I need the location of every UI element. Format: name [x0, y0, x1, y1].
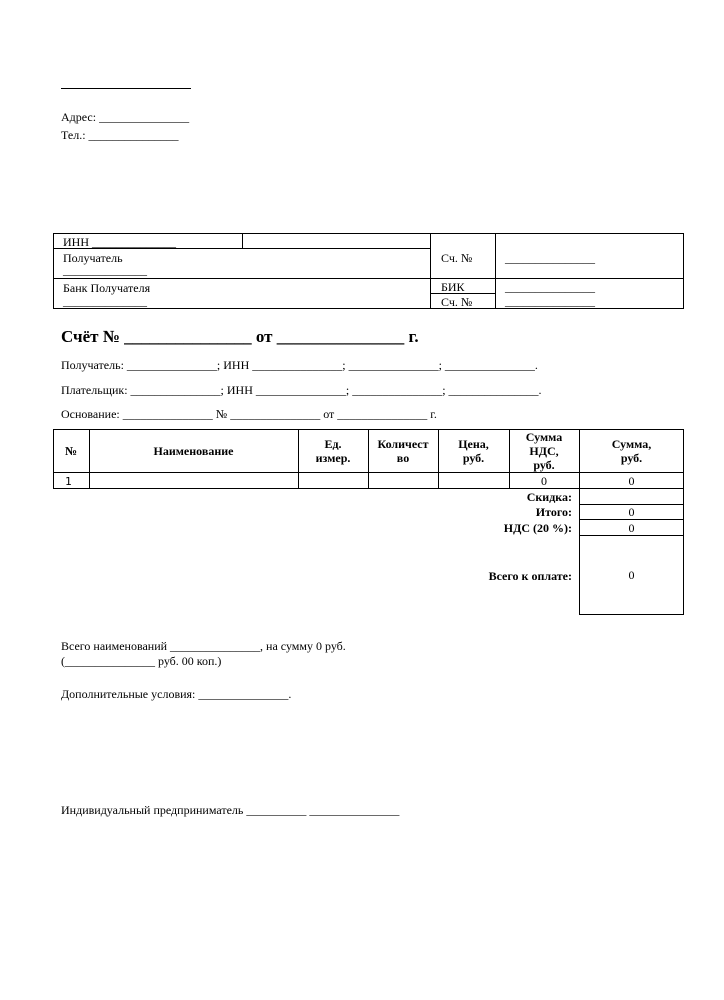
total-label: Итого: — [535, 505, 572, 519]
recipient-value[interactable]: ______________ — [63, 263, 147, 277]
bik-label: БИК — [441, 280, 465, 294]
grand-total-label: Всего к оплате: — [488, 569, 572, 583]
header-vat: Сумма НДС, руб. — [525, 430, 563, 472]
header-qty: Количест во — [377, 437, 429, 465]
payer-line: Плательщик: _______________; ИНН _______________; _______________; _______________. — [61, 383, 542, 397]
recipient-line: Получатель: _______________; ИНН _______________; _______________; _______________. — [61, 358, 538, 372]
grand-total-value[interactable]: 0 — [628, 568, 635, 582]
row-num[interactable]: 1 — [65, 475, 72, 488]
additional-conditions: Дополнительные условия: _______________. — [61, 687, 292, 701]
title-date[interactable]: _______________ — [276, 327, 405, 346]
inn-label: ИНН — [63, 235, 89, 249]
title-number[interactable]: _______________ — [124, 327, 252, 346]
bank-label: Банк Получателя — [63, 281, 151, 295]
address-value[interactable]: _______________ — [99, 110, 190, 124]
bank-value[interactable]: ______________ — [63, 294, 147, 308]
bik-value[interactable]: _______________ — [505, 280, 595, 294]
phone-label: Тел.: — [61, 128, 86, 142]
title-prefix: Счёт № — [61, 327, 120, 346]
header-num: № — [64, 444, 78, 458]
title-suffix: г. — [408, 327, 419, 346]
total-value[interactable]: 0 — [628, 505, 635, 519]
items-summary: Всего наименований _______________, на сумму 0 руб. — [61, 639, 346, 653]
corr-account-value[interactable]: _______________ — [505, 294, 595, 308]
header-name: Наименование — [153, 444, 234, 458]
header-price: Цена, руб. — [458, 437, 489, 465]
account-value[interactable]: _______________ — [505, 251, 595, 265]
signature-line: Индивидуальный предприниматель __________ _______________ — [61, 803, 400, 817]
discount-label: Скидка: — [526, 490, 572, 504]
vat-label: НДС (20 %): — [503, 521, 572, 535]
seller-address — [61, 110, 189, 125]
vat-value[interactable]: 0 — [628, 521, 635, 535]
amount-in-words: (_______________ руб. 00 коп.) — [61, 654, 222, 668]
header-unit: Ед. измер. — [315, 437, 351, 465]
invoice-title — [61, 327, 419, 347]
phone-value[interactable]: _______________ — [88, 128, 179, 142]
row-vat[interactable]: 0 — [541, 474, 547, 488]
title-from: от — [255, 327, 273, 346]
account-label: Сч. № — [441, 251, 473, 265]
basis-line: Основание: _______________ № _______________ от _______________ г. — [61, 407, 437, 421]
recipient-label: Получатель — [63, 251, 123, 265]
row-sum[interactable]: 0 — [628, 474, 635, 488]
inn-cell — [63, 235, 176, 250]
inn-value[interactable]: ______________ — [92, 235, 176, 249]
corr-account-label: Сч. № — [441, 295, 473, 309]
seller-name-line[interactable] — [61, 88, 191, 89]
address-label: Адрес: — [61, 110, 97, 124]
header-sum: Сумма, руб. — [611, 437, 652, 465]
seller-phone — [61, 128, 179, 143]
